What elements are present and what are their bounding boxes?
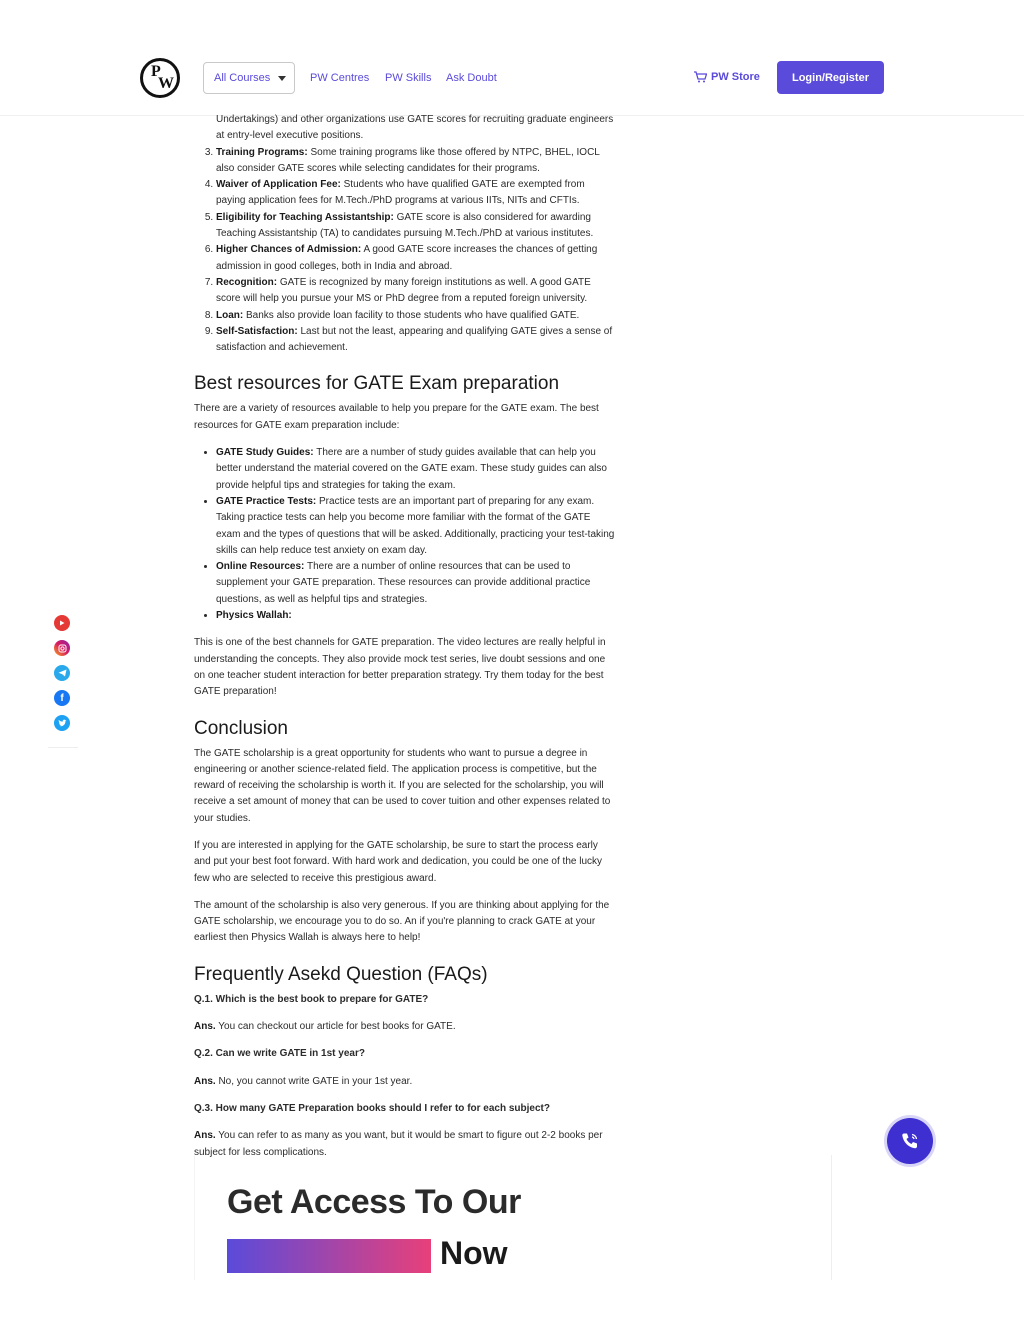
nav-pw-centres[interactable]: PW Centres [310, 72, 370, 84]
benefit-text: Banks also provide loan facility to those students who have qualified GATE. [243, 309, 580, 321]
pw-store-label: PW Store [711, 71, 760, 83]
nav-ask-doubt[interactable]: Ask Doubt [446, 72, 497, 84]
article-body [194, 112, 616, 1172]
benefit-item [216, 177, 616, 210]
faq-answer-text: You can checkout our article for best books for GATE. [215, 1021, 456, 1033]
resource-item [216, 494, 616, 559]
benefit-text: Students who have qualified GATE are exempted from paying application fees for M.Tech./PhD programs at various IITs, NITs and CFTIs. [216, 179, 585, 207]
benefit-item [216, 324, 616, 357]
resource-text: There are a number of study guides available that can help you better understand the material covered on the GATE exam. These study guides can also provide helpful tips and strategies for taking the exam. [216, 447, 607, 491]
nav-pw-skills[interactable]: PW Skills [385, 72, 432, 84]
faq-question: Q.2. Can we write GATE in 1st year? [194, 1048, 365, 1060]
benefit-title: Eligibility for Teaching Assistantship: [216, 211, 394, 223]
resource-item [216, 559, 616, 608]
promo-now: Now [440, 1235, 508, 1271]
faq-answer [194, 1019, 616, 1035]
twitter-icon[interactable] [54, 715, 70, 731]
faq-answer [194, 1074, 616, 1090]
benefit-text: GATE is recognized by many foreign institutions as well. A good GATE score will help you pursue your MS or PhD degree from a reputed foreign university. [216, 276, 591, 305]
resources-intro: There are a variety of resources available to help you prepare for the GATE exam. The best resources for GATE exam preparation include: [194, 403, 599, 431]
logo-mark [143, 61, 177, 95]
benefit-title: Training Programs: [216, 146, 308, 158]
faq-heading: Frequently Asekd Question (FAQs) [194, 963, 488, 985]
pw-logo[interactable] [140, 58, 180, 98]
faq-answer-label: Ans. [194, 1130, 216, 1142]
benefit-text: Some training programs like those offered by NTPC, BHEL, IOCL also consider GATE scores while selecting candidates for their programs. [216, 146, 600, 174]
conclusion-heading: Conclusion [194, 717, 288, 739]
benefit-title: Higher Chances of Admission: [216, 244, 362, 256]
faq-answer-text: You can refer to as many as you want, but it would be smart to figure out 2-2 books per subject for less complications. [194, 1130, 603, 1158]
social-sidebar [48, 608, 78, 748]
benefit-item [216, 145, 616, 178]
benefit-item [216, 242, 616, 275]
logo-letter-w: W [158, 75, 174, 92]
site-header [0, 0, 1024, 116]
benefit-title: Loan: [216, 309, 244, 321]
instagram-icon[interactable] [54, 640, 70, 656]
call-button[interactable] [887, 1118, 933, 1164]
benefit-item-cont: Undertakings) and other organizations use GATE scores for recruiting graduate engineers at entry-level executive positions. [216, 114, 614, 142]
youtube-icon[interactable] [54, 615, 70, 631]
resource-text: There are a number of online resources that can be used to supplement your GATE preparation. These resources can provide additional practice questions, as well as helpful tips and strategies. [216, 561, 591, 605]
resources-list [216, 445, 616, 624]
facebook-icon[interactable]: f [54, 690, 70, 706]
resource-text: Practice tests are an important part of preparing for any exam. Taking practice tests can help you become more familiar with the format of the GATE exam and the types of questions that will be asked. Additionally, practicing your test-taking skills can help reduce test anxiety on exam day. [216, 495, 615, 556]
all-courses-label: All Courses [214, 72, 271, 84]
resource-title: GATE Study Guides: [216, 447, 314, 459]
conclusion-paragraph: The GATE scholarship is a great opportunity for students who want to pursue a degree in engineering or another science-related field. The application process is competitive, but the reward of receiving the scholarship is worth it. If you are selected for the scholarship, you will receive a set amount of money that can be used to cover tuition and other expenses related to your studies. [194, 747, 611, 824]
promo-title: Get Access To Our [227, 1183, 521, 1221]
resource-item [216, 445, 616, 494]
faq-answer-label: Ans. [194, 1021, 216, 1033]
benefit-title: Recognition: [216, 276, 278, 288]
cart-icon [693, 71, 707, 83]
conclusion-paragraph: If you are interested in applying for the GATE scholarship, be sure to start the process early and put your best foot forward. With hard work and dedication, you could be one of the lucky few who are selected to receive this prestigious award. [194, 839, 603, 884]
faq-question: Q.1. Which is the best book to prepare for GATE? [194, 993, 429, 1005]
all-courses-dropdown[interactable] [203, 62, 295, 94]
phone-icon [899, 1130, 921, 1152]
benefit-text: GATE score is also considered for awarding Teaching Assistantship (TA) to candidates pursuing M.Tech./PhD at various institutes. [216, 211, 594, 240]
resource-title: Online Resources: [216, 561, 305, 573]
benefit-title: Waiver of Application Fee: [216, 179, 341, 191]
conclusion-paragraph: The amount of the scholarship is also very generous. If you are thinking about applying for the GATE scholarship, we encourage you to do so. An if you're planning to crack GATE at your earliest then Physics Wallah is always here to help! [194, 899, 610, 944]
logo-letter-p: P [151, 63, 161, 80]
pw-store-link[interactable] [693, 71, 760, 83]
telegram-icon[interactable] [54, 665, 70, 681]
resources-heading: Best resources for GATE Exam preparation [194, 373, 560, 395]
benefit-item [216, 275, 616, 308]
resource-title: Physics Wallah: [216, 610, 292, 622]
benefit-text: Last but not the least, appearing and qualifying GATE gives a sense of satisfaction and achievement. [216, 325, 613, 354]
faq-answer-text: No, you cannot write GATE in your 1st year. [215, 1075, 413, 1087]
chevron-down-icon [278, 76, 286, 81]
resource-item[interactable] [216, 608, 616, 624]
login-register-button[interactable]: Login/Register [777, 61, 884, 94]
resource-title: GATE Practice Tests: [216, 495, 317, 507]
benefit-text: A good GATE score increases the chances of getting admission in good colleges, both in India and abroad. [216, 244, 598, 272]
benefit-title: Self-Satisfaction: [216, 325, 298, 337]
promo-gradient-highlight [227, 1239, 431, 1273]
benefit-item [216, 308, 616, 324]
benefit-item [216, 210, 616, 243]
resources-after: This is one of the best channels for GATE preparation. The video lectures are really helpful in understanding the concepts. They also provide mock test series, live doubt sessions and one on one teacher student interaction for better preparation strategy. Try them today for the best GATE preparation! [194, 637, 606, 698]
benefits-list [216, 112, 616, 145]
faq-answer-label: Ans. [194, 1075, 216, 1087]
benefits-list-numbered [216, 145, 616, 357]
faq-question: Q.3. How many GATE Preparation books should I refer to for each subject? [194, 1102, 550, 1114]
